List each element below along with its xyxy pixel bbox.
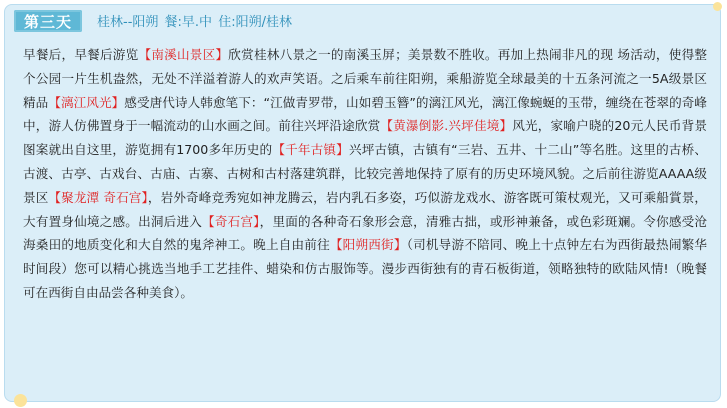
attraction-highlight: 【黄瀑倒影.兴坪佳境】 bbox=[380, 118, 513, 134]
attraction-highlight: 【千年古镇】 bbox=[272, 142, 349, 158]
attraction-highlight: 【阳朔西街】 bbox=[329, 237, 407, 253]
decorative-dot bbox=[14, 394, 27, 407]
attraction-highlight: 【漓江风光】 bbox=[48, 94, 125, 110]
attraction-highlight: 【奇石宫】 bbox=[202, 213, 260, 229]
day-header bbox=[5, 5, 720, 35]
text-segment: 风光，家喻户晓的20元人民币背景图案就出自这里，游览拥有1700多年历史的 bbox=[23, 118, 707, 158]
text-segment: （司机导游不陪同、晚上十点钟左右为西街最热闹繁华时间段）您可以精心挑选当地手工艺挂件、蜡染和仿古服饰等。漫步西街独有的青石板街道，领略独特的欧陆风情!（晚餐可在西街自由品尝各种美食）。 bbox=[23, 237, 708, 300]
day-badge bbox=[14, 10, 82, 32]
attraction-highlight: 【聚龙潭 奇石宫】 bbox=[48, 189, 148, 205]
itinerary-card bbox=[4, 4, 721, 402]
meals-text: 餐:早.中 bbox=[164, 15, 213, 30]
lodging-text: 住:阳朔/桂林 bbox=[218, 15, 292, 30]
text-segment: 兴坪古镇，古镇有“三岩、五井、十二山”等名胜。这里的古桥、古渡、古亭、古戏台、古庙、古寨、古树和古村落建筑群，比较完善地保持了原有的历史环境风貌。之后前往游览AAAA级景区 bbox=[23, 142, 707, 205]
route-text: 桂林--阳朔 bbox=[97, 15, 159, 30]
itinerary-description bbox=[23, 43, 707, 305]
text-segment: 欣赏桂林八景之一的南溪玉屏；美景数不胜收。再加上热闹非凡的现 场活动，使得整个公园一片生机盎然，无处不洋溢着游人的欢声笑语。之后乘车前往阳朔，乘船游览全球最美的十五条河流之一5A级景区精品 bbox=[23, 47, 708, 110]
text-segment: 感受唐代诗人韩愈笔下：“江做青罗带，山如碧玉簪”的漓江风光，漓江像蜿蜒的玉带，缠绕在苍翠的奇峰中，游人仿佛置身于一幅流动的山水画之间。前往兴坪沿途欣赏 bbox=[23, 94, 708, 134]
day-meta bbox=[97, 11, 294, 30]
attraction-highlight: 【南溪山景区】 bbox=[138, 47, 229, 62]
text-segment: ，岩外奇峰竞秀宛如神龙腾云，岩内乳石多姿，巧似游龙戏水、游客既可策杖观光，又可乘船賞景，大有置身仙境之感。出洞后进入 bbox=[23, 189, 707, 229]
day-label: 第三天 bbox=[23, 13, 72, 31]
text-segment: 早餐后，早餐后游览 bbox=[23, 47, 139, 62]
text-segment: ，里面的各种奇石象形会意，清雅古拙，或形神兼备，或色彩斑斓。令你感受沧海桑田的地质变化和大自然的鬼斧神工。晚上自由前往 bbox=[23, 213, 708, 253]
